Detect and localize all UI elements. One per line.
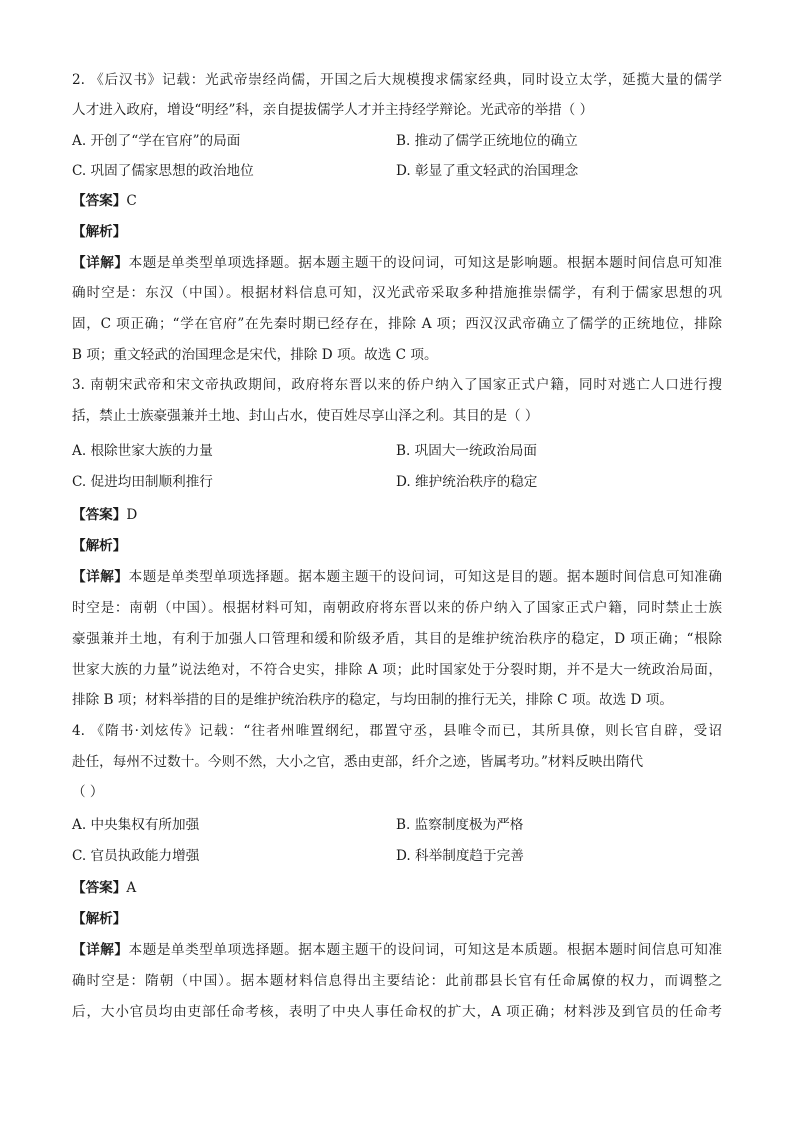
q2-detail-line-4: B 项；重文轻武的治国理念是宋代，排除 D 项。故选 C 项。 <box>72 347 438 363</box>
q4-option-c: C. 官员执政能力增强 <box>72 848 200 864</box>
q3-stem-line-1: 3. 南朝宋武帝和宋文帝执政期间，政府将东晋以来的侨户纳入了国家正式户籍，同时对逃亡人口进行搜 <box>72 377 722 393</box>
q2-option-d: D. 彰显了重文轻武的治国理念 <box>396 163 579 179</box>
q2-option-c: C. 巩固了儒家思想的政治地位 <box>72 163 254 179</box>
q4-stem-line-2: 赴任，每州不过数十。今则不然，大小之官，悉由吏部，纤介之迹，皆属考功。”材料反映出隋代 <box>72 754 644 770</box>
q2-detail-line-3: 固，C 项正确；“学在官府”在先秦时期已经存在，排除 A 项；西汉汉武帝确立了儒学的正统地位，排除 <box>72 316 722 332</box>
q2-detail-tag: 【详解】 <box>72 255 129 271</box>
q4-detail-tag: 【详解】 <box>72 942 129 958</box>
q3-option-c: C. 促进均田制顺利推行 <box>72 474 213 490</box>
q2-stem-line-2: 人才进入政府，增设“明经”科，亲自提拔儒学人才并主持经学辩论。光武帝的举措（ ） <box>72 102 594 118</box>
q2-answer-value: C <box>126 193 137 209</box>
q4-stem-line-1: 4. 《隋书·刘炫传》记载：“往者州唯置纲纪，郡置守丞，县唯令而已，其所具僚，则长官自辟，受诏 <box>72 723 722 739</box>
q2-stem-line-1: 2. 《后汉书》记载：光武帝崇经尚儒，开国之后大规模搜求儒家经典，同时设立太学，延揽大量的儒学 <box>72 72 722 88</box>
q3-option-a: A. 根除世家大族的力量 <box>72 443 213 459</box>
q4-option-b: B. 监察制度极为严格 <box>396 817 524 833</box>
q2-analysis <box>72 222 722 242</box>
q2-analysis-tag: 【解析】 <box>72 224 127 240</box>
q3-option-d: D. 维护统治秩序的稳定 <box>396 474 538 490</box>
q4-stem-line-3: （ ） <box>72 784 104 800</box>
q2-answer <box>72 191 722 211</box>
q3-detail-line-1 <box>72 567 722 587</box>
q3-answer-tag: 【答案】 <box>72 507 127 523</box>
q3-detail-line-5: 排除 B 项；材料举措的目的是维护统治秩序的稳定，与均田制的推行无关，排除 C 项。故选 D 项。 <box>72 692 673 708</box>
q4-option-a: A. 中央集权有所加强 <box>72 817 200 833</box>
q3-option-b: B. 巩固大一统政治局面 <box>396 443 537 459</box>
q4-answer-value: A <box>126 880 137 896</box>
q2-detail-text-1: 本题是单类型单项选择题。据本题主题干的设问词，可知这是影响题。根据本题时间信息可知准 <box>128 255 723 271</box>
q3-answer-value: D <box>126 507 138 523</box>
q3-answer <box>72 505 722 525</box>
q4-detail-line-3: 后，大小官员均由吏部任命考核，表明了中央人事任命权的扩大，A 项正确；材料涉及到官员的任命考 <box>72 1004 722 1020</box>
q2-answer-tag: 【答案】 <box>72 193 127 209</box>
q4-detail-text-1: 本题是单类型单项选择题。据本题主题干的设问词，可知这是本质题。根据本题时间信息可知准 <box>128 942 723 958</box>
q3-detail-text-1: 本题是单类型单项选择题。据本题主题干的设问词，可知这是目的题。据本题时间信息可知准确 <box>128 569 723 585</box>
q4-detail-line-2: 确时空是：隋朝（中国）。据本题材料信息得出主要结论：此前郡县长官有任命属僚的权力，而调整之 <box>72 973 722 989</box>
q2-detail-line-2: 确时空是：东汉（中国）。根据材料信息可知，汉光武帝采取多种措施推崇儒学，有利于儒家思想的巩 <box>72 285 722 301</box>
q3-detail-line-4: 世家大族的力量”说法绝对，不符合史实，排除 A 项；此时国家处于分裂时期，并不是大一统政治局面， <box>72 662 722 678</box>
q4-answer-tag: 【答案】 <box>72 880 127 896</box>
q4-analysis <box>72 909 722 929</box>
q3-detail-line-2: 时空是：南朝（中国）。根据材料可知，南朝政府将东晋以来的侨户纳入了国家正式户籍，同时禁止士族 <box>72 600 722 616</box>
q3-analysis-tag: 【解析】 <box>72 538 127 554</box>
q2-option-b: B. 推动了儒学正统地位的确立 <box>396 133 578 149</box>
q3-analysis <box>72 536 722 556</box>
q3-stem-line-2: 括，禁止士族豪强兼并土地、封山占水，使百姓尽享山泽之利。其目的是（ ） <box>72 408 539 424</box>
q4-option-d: D. 科举制度趋于完善 <box>396 848 524 864</box>
q4-detail-line-1 <box>72 940 722 960</box>
q3-detail-tag: 【详解】 <box>72 569 129 585</box>
q2-option-a: A. 开创了“学在官府”的局面 <box>72 133 241 149</box>
q2-detail-line-1 <box>72 253 722 273</box>
q3-detail-line-3: 豪强兼并土地，有利于加强人口管理和缓和阶级矛盾，其目的是维护统治秩序的稳定，D 项正确；“根除 <box>72 631 722 647</box>
q4-answer <box>72 878 722 898</box>
q4-analysis-tag: 【解析】 <box>72 911 127 927</box>
